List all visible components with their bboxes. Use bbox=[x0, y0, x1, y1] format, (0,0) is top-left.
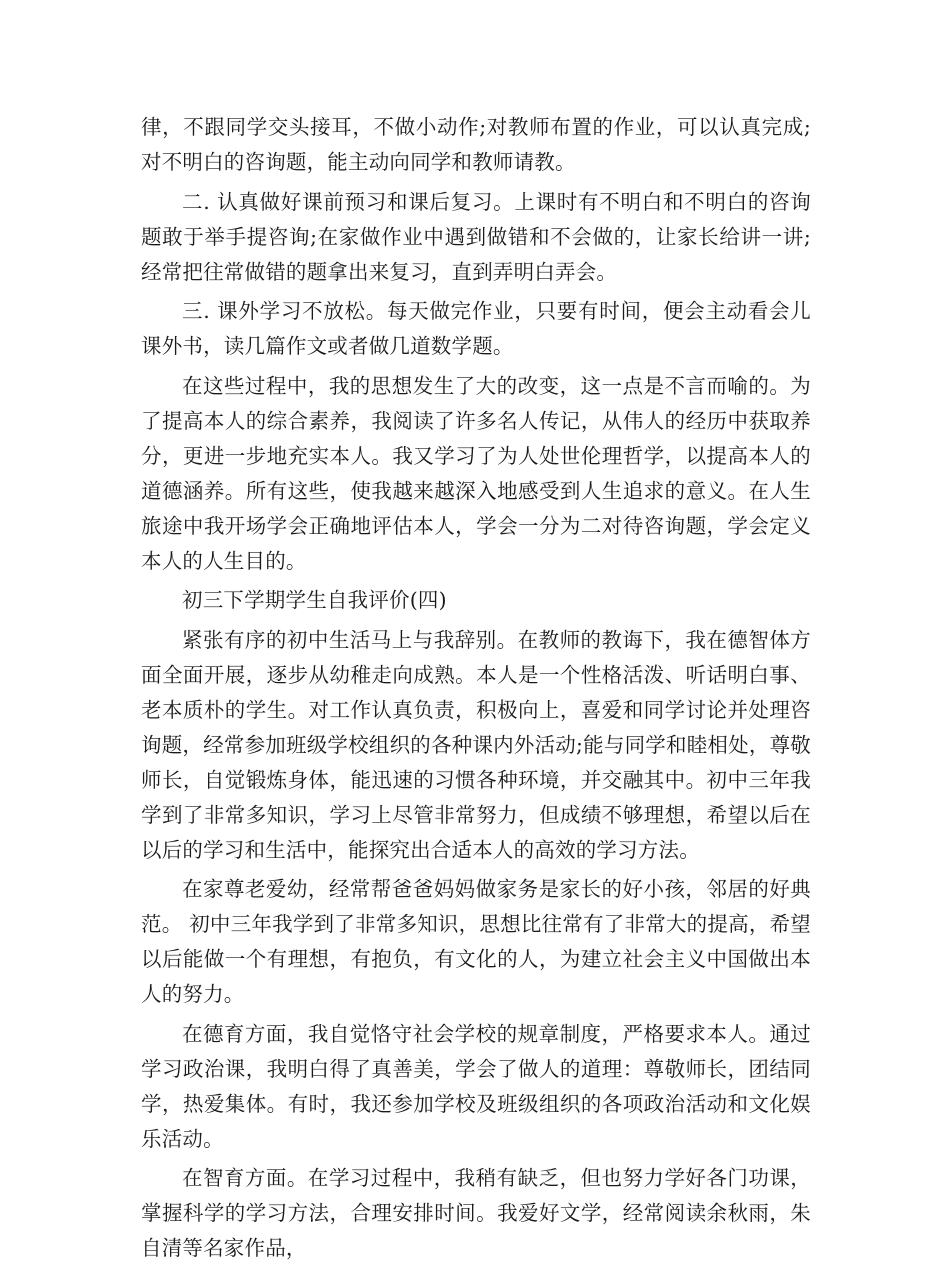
paragraph-family: 在家尊老爱幼，经常帮爸爸妈妈做家务是家长的好小孩，邻居的好典范。 初中三年我学到了非常多知识，思想比往常有了非常大的提高，希望以后能做一个有理想，有抱负，有文化的人，为建立社会主义中国做出本人的努力。 bbox=[141, 877, 811, 1006]
section-heading: 初三下学期学生自我评价(四) bbox=[182, 588, 447, 612]
paragraph-continued: 律，不跟同学交头接耳，不做小动作;对教师布置的作业，可以认真完成;对不明白的咨询题，能主动向同学和教师请教。 bbox=[141, 115, 811, 174]
paragraph-point-two: 二. 认真做好课前预习和课后复习。上课时有不明白和不明白的咨询题敢于举手提咨询;在家做作业中遇到做错和不会做的，让家长给讲一讲;经常把往常做错的题拿出来复习，直到弄明白弄会。 bbox=[141, 189, 811, 284]
document-body bbox=[141, 110, 811, 1271]
paragraph-moral-education: 在德育方面，我自觉恪守社会学校的规章制度，严格要求本人。通过学习政治课，我明白得了真善美，学会了做人的道理：尊敬师长，团结同学，热爱集体。有时，我还参加学校及班级组织的各项政治活动和文化娱乐活动。 bbox=[141, 1021, 811, 1151]
paragraph-intro: 紧张有序的初中生活马上与我辞别。在教师的教诲下，我在德智体方面全面开展，逐步从幼稚走向成熟。本人是一个性格活泼、听话明白事、老本质朴的学生。对工作认真负责，积极向上，喜爱和同学讨论并处理咨询题，经常参加班级学校组织的各种课内外活动;能与同学和睦相处，尊敬师长，自觉锻炼身体，能迅速的习惯各种环境，并交融其中。初中三年我学到了非常多知识，学习上尽管非常努力，但成绩不够理想，希望以后在以后的学习和生活中，能探究出合适本人的高效的学习方法。 bbox=[141, 627, 811, 862]
paragraph-intellectual-education: 在智育方面。在学习过程中，我稍有缺乏，但也努力学好各门功课，掌握科学的学习方法，合理安排时间。我爱好文学，经常阅读余秋雨，朱自清等名家作品， bbox=[141, 1166, 811, 1260]
paragraph-point-three: 三. 课外学习不放松。每天做完作业，只要有时间，便会主动看会儿课外书，读几篇作文或者做几道数学题。 bbox=[141, 299, 811, 358]
paragraph-reflection: 在这些过程中，我的思想发生了大的改变，这一点是不言而喻的。为了提高本人的综合素养，我阅读了许多名人传记，从伟人的经历中获取养分，更进一步地充实本人。我又学习了为人处世伦理哲学，以提高本人的道德涵养。所有这些，使我越来越深入地感受到人生追求的意义。在人生旅途中我开场学会正确地评估本人，学会一分为二对待咨询题，学会定义本人的人生目的。 bbox=[141, 373, 811, 573]
